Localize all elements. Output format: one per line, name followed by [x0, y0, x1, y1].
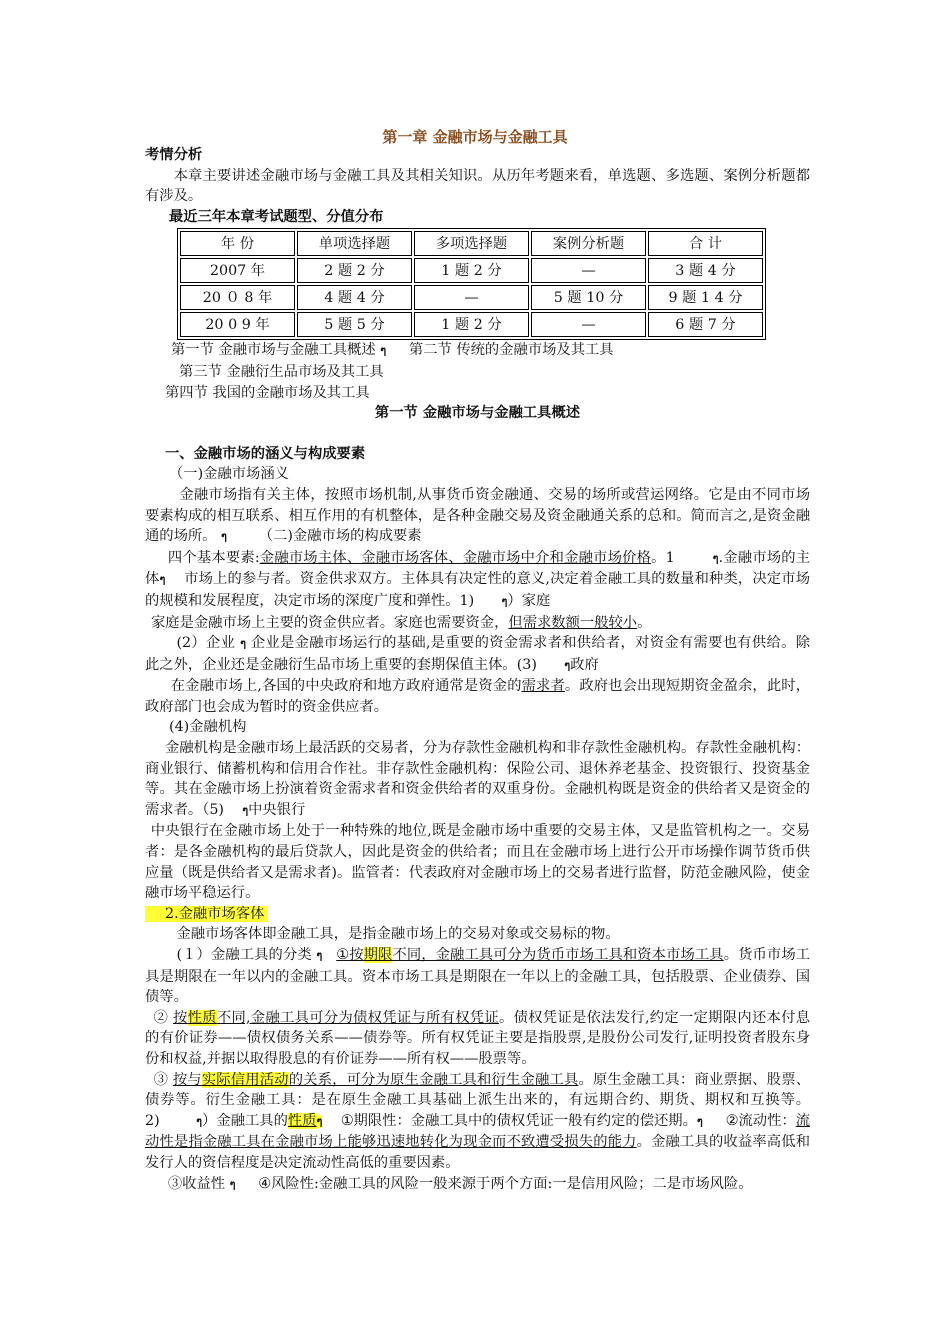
table-cell: 9 题 1 4 分 [648, 285, 763, 310]
table-cell: — [531, 312, 646, 337]
institutions-paragraph [145, 738, 810, 821]
paragraph-mark-icon: ๆ [242, 803, 249, 817]
text: 中央银行 [248, 801, 306, 818]
table-cell: — [414, 285, 529, 310]
table-cell: 3 题 4 分 [648, 258, 763, 283]
text: 市场上的参与者。资金供求双方。主体具有决定性的意义,决定着金融工具的数量和种类，决定市场的规模和发展程度，决定市场的深度广度和弹性。1) [145, 571, 811, 609]
paragraph-mark-icon: ๆ [501, 594, 508, 608]
family-paragraph [145, 613, 810, 634]
government-paragraph [145, 676, 810, 717]
blank-line [145, 424, 810, 444]
table-title: 最近三年本章考试题型、分值分布 [169, 208, 384, 225]
underlined-text: ①按 [336, 947, 364, 963]
heading-market-definition: 一、金融市场的涵义与构成要素 [165, 445, 366, 462]
text: 企业是金融市场运行的基础,是重要的资金需求者和供给者，对资金有需要也有供给。除此之外，企业还是金融衍生品市场上重要的套期保值主体。(3) [145, 635, 810, 673]
paragraph-mark-icon: ๆ [221, 530, 227, 544]
table-row [180, 312, 763, 337]
paragraph-mark-icon: ๆ [240, 637, 246, 651]
text: 家庭是金融市场上主要的资金供应者。家庭也需要资金， [151, 614, 509, 631]
table-cell: 1 题 2 分 [414, 258, 529, 283]
definition-text: 金融市场指有关主体，按照市场机制,从事货币资金融通、交易的场所或营运网络。它是由不同市场要素构成的相互联系、相互作用的有机整体，是各种金融交易及资金融通关系的总和。简而言之,是资金融通的场所。 [145, 486, 810, 545]
subheading-definition: （一)金融市场涵义 [169, 466, 289, 483]
text: 。债权凭证是依法发行,约定一定期限内还本付息的有价证券——债权债务关系——债券等。所有权凭证主要是指股票,是股份公司发行,证明投资者股东身份和权益,并据以取得股息的有价证券——所有权——股票等。 [145, 1009, 811, 1067]
table-header-cell: 单项选择题 [297, 231, 412, 256]
text: ④风险性:金融工具的风险一般来源于两个方面:一是信用风险；二是市场风险。 [258, 1175, 753, 1192]
text: .金融市场的主体 [145, 549, 810, 588]
paragraph-mark-icon: ๆ [159, 573, 166, 587]
chapter-title: 第一章 金融市场与金融工具 [382, 128, 568, 146]
text: 政府 [570, 656, 599, 673]
table-cell: 5 题 5 分 [297, 312, 412, 337]
highlighted-text: 性质 [187, 1009, 217, 1026]
toc-line-2 [145, 362, 810, 383]
paragraph-mark-icon: ๆ [316, 1114, 323, 1128]
text: ①期限性：金融工具中的债权凭证一般有约定的偿还期。 [340, 1112, 697, 1129]
table-header-row [180, 231, 763, 256]
paragraph-mark-icon: ๆ [196, 1114, 203, 1128]
table-row [180, 285, 763, 310]
text: 。原生金融工具：商业票据、股票、债券等。衍生金融工具：是在原生金融工具基础上派生出来的，有远期合约、期货、期权和互换等。2) [145, 1071, 811, 1129]
toc-section-4[interactable]: 第四节 我国的金融市场及其工具 [165, 384, 370, 401]
text: 。货币市场工具是期限在一年以内的金融工具。资本市场工具是期限在一年以上的金融工具，包括股票、企业债券、国债等。 [145, 947, 811, 1006]
text: (2）企业 [176, 635, 236, 652]
text: ② [153, 1009, 174, 1026]
heading-exam-analysis: 考情分析 [145, 147, 203, 163]
table-header-cell: 案例分析题 [531, 231, 646, 256]
text: 四个基本要素: [167, 549, 260, 566]
central-bank-paragraph: 中央银行在金融市场上处于一种特殊的地位,既是金融市场中重要的交易主体，又是监管机构之一。交易者：是各金融机构的最后贷款人，因此是资金的供给者；而且在金融市场上进行公开市场操作调节货币供应量（既是供给者又是需求者)。监管者：代表政府对金融市场上的交易者进行监督，防范金融风险，使金融市场平稳运行。 [145, 823, 810, 902]
toc-section-2[interactable]: 第二节 传统的金融市场及其工具 [408, 342, 614, 359]
table-cell: 6 题 7 分 [648, 312, 763, 337]
text: ③ [153, 1071, 173, 1088]
text: ）金融工具的 [202, 1112, 288, 1129]
underlined-text: 需求者 [521, 678, 565, 695]
text: 。政府也会出现短期资金盈余，此时，政府部门也会成为暂时的资金供应者。 [145, 678, 811, 715]
text: 。金融工具的收益率高低和发行人的资信程度是决定流动性高低的重要因素。 [145, 1134, 810, 1171]
toc-section-3[interactable]: 第三节 金融衍生品市场及其工具 [179, 363, 384, 380]
paragraph-mark-icon: ๆ [380, 344, 387, 358]
table-header-cell: 年 份 [180, 231, 295, 256]
paragraph-mark-icon: ๆ [229, 1177, 236, 1191]
table-cell: 5 题 10 分 [531, 285, 646, 310]
highlighted-text: 性质 [287, 1112, 317, 1129]
table-cell: 1 题 2 分 [414, 312, 529, 337]
paragraph-mark-icon: ๆ [696, 1114, 703, 1128]
score-distribution-table [177, 228, 766, 340]
highlighted-text: 实际信用活动 [201, 1071, 289, 1088]
relation-paragraph [145, 1070, 810, 1174]
table-cell: 2007 年 [180, 258, 295, 283]
table-cell: 20 0 9 年 [180, 312, 295, 337]
subheading-elements: （二)金融市场的构成要素 [258, 528, 422, 545]
elements-paragraph [145, 548, 810, 613]
text: ②流动性： [725, 1112, 796, 1129]
text: (１）金融工具的分类 [176, 947, 312, 963]
paragraph-mark-icon: ๆ [564, 658, 571, 672]
enterprise-paragraph [145, 633, 810, 676]
text: 金融机构是金融市场上最活跃的交易者，分为存款性金融机构和非存款性金融机构。存款性金融机构：商业银行、储蓄机构和信用合作社。非存款性金融机构：保险公司、退休养老基金、投资银行、投资基金等。其在金融市场上扮演着资金需求者和资金供给者的双重身份。金融机构既是资金的供给者又是资金的需求者。（5) [145, 740, 810, 818]
return-paragraph [145, 1174, 810, 1196]
underlined-text: 按 [173, 1009, 188, 1026]
underlined-text: 不同,金融工具可分为债权凭证与所有权凭证 [216, 1009, 499, 1026]
text: ）家庭 [507, 592, 551, 609]
definition-paragraph [145, 485, 810, 548]
intro-paragraph: 本章主要讲述金融市场与金融工具及其相关知识。从历年考题来看，单选题、多选题、案例分析题都有涉及。 [145, 167, 810, 205]
nature-paragraph [145, 1008, 810, 1070]
toc-line-1 [145, 340, 810, 362]
underlined-text: 金融市场主体、金融市场客体、金融市场中介和金融市场价格 [259, 549, 652, 566]
text: ③收益性 [167, 1175, 226, 1192]
table-header-cell: 合 计 [648, 231, 763, 256]
toc-line-3 [145, 383, 810, 404]
classification-paragraph [145, 945, 810, 1008]
subheading-financial-institutions: (4)金融机构 [169, 719, 247, 736]
table-cell: 2 题 2 分 [297, 258, 412, 283]
section-title: 第一节 金融市场与金融工具概述 [374, 405, 581, 422]
paragraph-mark-icon: ๆ [712, 551, 719, 565]
underlined-text: 但需求数额一般较小 [508, 614, 638, 631]
paragraph-mark-icon: ๆ [316, 949, 323, 962]
underlined-text: 按与 [172, 1071, 202, 1088]
table-cell: 4 题 4 分 [297, 285, 412, 310]
underlined-text: 不同，金融工具可分为货币市场工具和资本市场工具 [392, 947, 724, 963]
table-row [180, 258, 763, 283]
highlighted-text: 期限 [363, 947, 393, 963]
table-cell: 20 ０ 8 年 [180, 285, 295, 310]
table-header-cell: 多项选择题 [414, 231, 529, 256]
underlined-text: 流动性是指金融工具在金融市场上能够迅速地转化为现金而不致遭受损失的能力 [145, 1112, 810, 1151]
object-paragraph: 金融市场客体即金融工具，是指金融市场上的交易对象或交易标的物。 [176, 926, 620, 943]
table-cell: — [531, 258, 646, 283]
highlighted-heading: 2.金融市场客体 [145, 906, 268, 922]
toc-section-1[interactable]: 第一节 金融市场与金融工具概述 [171, 342, 376, 359]
text: 。 [637, 614, 652, 631]
underlined-text: 的关系，可分为原生金融工具和衍生金融工具 [288, 1071, 579, 1088]
document-body [145, 145, 810, 1195]
heading-market-object [145, 904, 810, 925]
text: 。1 [651, 549, 675, 566]
text: 在金融市场上,各国的中央政府和地方政府通常是资金的 [170, 678, 522, 695]
